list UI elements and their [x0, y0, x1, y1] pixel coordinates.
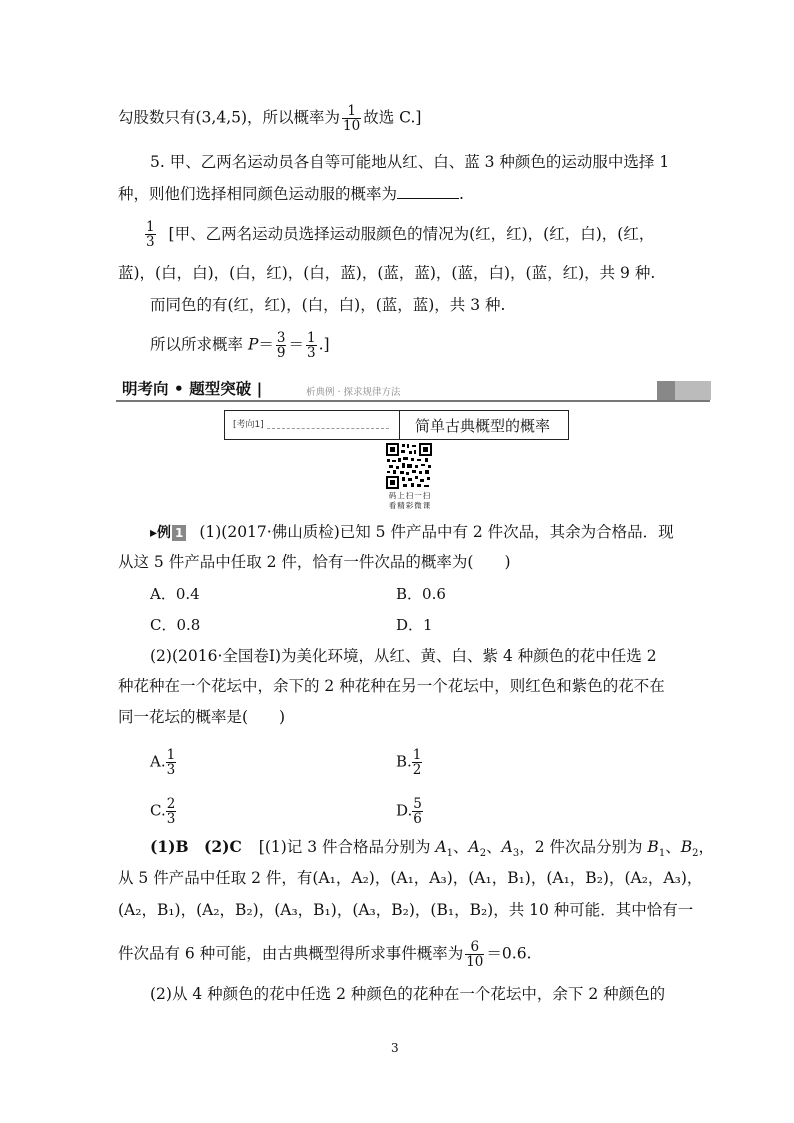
fraction: $\frac{6}{10}$ [466, 939, 484, 970]
example-part2-line2: 种花种在一个花坛中，余下的 2 种花种在另一个花坛中，则红色和紫色的花不在 [118, 677, 665, 695]
text-line: 勾股数只有(3,4,5)，所以概率为 $\frac{1}{10}$ 故选 C.] [118, 103, 422, 134]
solution-line2: 蓝)，(白，白)，(白，红)，(白，蓝)，(蓝，蓝)，(蓝，白)，(蓝，红)，共 9 种. [118, 264, 656, 282]
topic-title: 简单古典概型的概率 [415, 417, 551, 435]
example-part2-line1: (2)(2016·全国卷Ⅰ)为美化环境，从红、黄、白、紫 4 种颜色的花中任选 2 [150, 647, 657, 665]
answer-line3: (A₂，B₁)，(A₂，B₂)，(A₃，B₁)，(A₃，B₂)，(B₁，B₂)，共 10 种可能．其中恰有一 [118, 901, 694, 919]
fraction: $\frac{1}{3}$ [166, 747, 176, 778]
example-line2: 从这 5 件产品中任取 2 件，恰有一件次品的概率为( ) [118, 553, 511, 571]
question-5-line1: 5. 甲、乙两名运动员各自等可能地从红、白、蓝 3 种颜色的运动服中选择 1 [150, 153, 670, 171]
question-5-line2: 种，则他们选择相同颜色运动服的概率为 . [118, 185, 464, 203]
answer-blank [397, 184, 459, 199]
qr-caption: 码上扫一扫 看精彩微课 [388, 491, 432, 510]
dashed-rule [267, 428, 389, 429]
solution-line3: 而同色的有(红，红)，(白，白)，(蓝，蓝)，共 3 种. [150, 296, 506, 314]
topic-tag: [考向1] [233, 420, 264, 430]
section-decoration [657, 381, 675, 400]
example-line1: ▸例 1 (1)(2017·佛山质检)已知 5 件产品中有 2 件次品，其余为合格品．现 [150, 523, 674, 541]
section-subtitle: 析典例 · 探求规律方法 [306, 387, 401, 398]
option-c: C．0.8 [150, 616, 201, 634]
solution-line1: $\frac{1}{3}$ [甲、乙两名运动员选择运动服颜色的情况为(红，红)，(红，白)，(红， [146, 219, 655, 250]
option-2b: B. $\frac{1}{2}$ [396, 747, 422, 778]
fraction: $\frac{5}{6}$ [413, 796, 422, 827]
example-badge: ▸例 1 [150, 523, 186, 543]
option-2a: A. $\frac{1}{3}$ [150, 747, 176, 778]
topic-box [224, 410, 569, 440]
option-2c: C. $\frac{2}{3}$ [150, 796, 176, 827]
section-divider [116, 400, 710, 402]
solution-line4: 所以所求概率 P＝ $\frac{3}{9}$ ＝ $\frac{1}{3}$ .] [150, 330, 330, 361]
answer-fraction: $\frac{1}{3}$ [146, 219, 155, 250]
fraction: $\frac{1}{10}$ [343, 103, 361, 134]
fraction: $\frac{2}{3}$ [166, 796, 176, 827]
answer-line1: (1)B (2)C [(1)记 3 件合格品分别为 $A_1$、$A_2$、$A_3$，2 件次品分别为 $B_1$、$B_2$， [150, 837, 714, 860]
page-number: 3 [391, 1041, 399, 1055]
option-b: B．0.6 [396, 585, 446, 603]
option-d: D．1 [396, 616, 433, 634]
fraction: $\frac{3}{9}$ [276, 330, 286, 361]
answer-line4: 件次品有 6 种可能，由古典概型得所求事件概率为 $\frac{6}{10}$ ＝0.6. [118, 939, 532, 970]
example-part2-line3: 同一花坛的概率是( ) [118, 708, 286, 726]
answer-line2: 从 5 件产品中任取 2 件，有(A₁，A₂)，(A₁，A₃)，(A₁，B₁)，(A₁，B₂)，(A₂，A₃)， [118, 869, 703, 887]
answer-line5: (2)从 4 种颜色的花中任选 2 种颜色的花种在一个花坛中，余下 2 种颜色的 [150, 985, 666, 1003]
section-title: 明考向 • 题型突破 | [122, 380, 263, 398]
topic-tag-cell [225, 411, 400, 439]
fraction: $\frac{1}{3}$ [307, 330, 316, 361]
section-decoration [675, 381, 711, 400]
option-2d: D. $\frac{5}{6}$ [396, 796, 422, 827]
fraction: $\frac{1}{2}$ [412, 747, 422, 778]
option-a: A．0.4 [150, 585, 200, 603]
qr-code[interactable] [385, 442, 433, 490]
